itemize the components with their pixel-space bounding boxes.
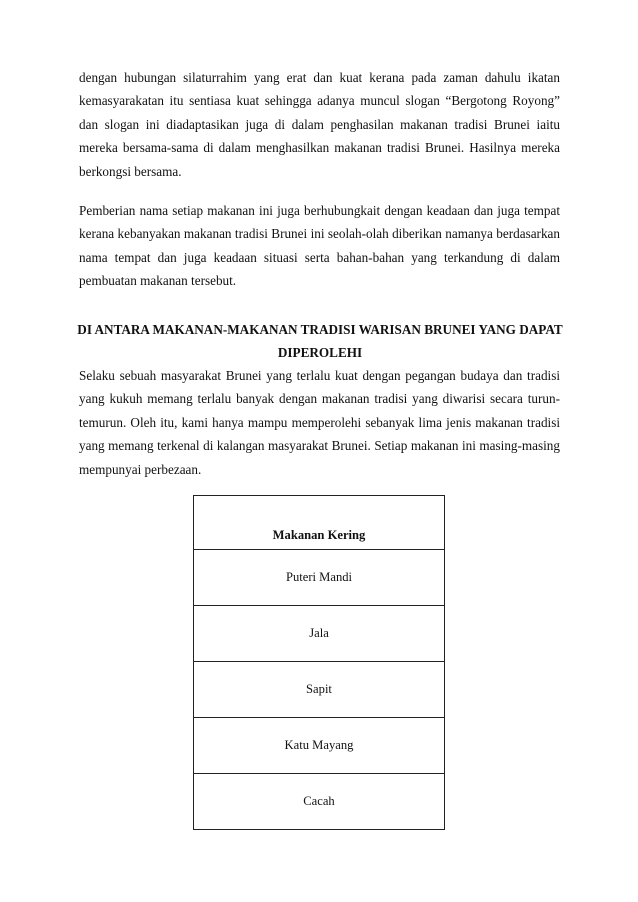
- table-cell-food: Sapit: [194, 662, 445, 718]
- table-header: Makanan Kering: [194, 496, 445, 550]
- paragraph-society: Selaku sebuah masyarakat Brunei yang terlalu kuat dengan pegangan budaya dan tradisi yang kukuh memang terlalu banyak dengan makanan tradisi yang diwarisi secara turun-temurun. Oleh itu, kami hanya mampu memperolehi sebanyak lima jenis makanan tradisi yang memang terkenal di kalangan masyarakat Brunei. Setiap makanan ini masing-masing mempunyai perbezaan.: [79, 368, 560, 477]
- food-table: [193, 495, 445, 830]
- table-cell-food: Puteri Mandi: [194, 550, 445, 606]
- table-cell-food: Jala: [194, 606, 445, 662]
- table-row: [194, 662, 445, 718]
- table-row: [194, 550, 445, 606]
- table-row: [194, 774, 445, 830]
- table-cell-food: Katu Mayang: [194, 718, 445, 774]
- paragraph-intro: dengan hubungan silaturrahim yang erat dan kuat kerana pada zaman dahulu ikatan kemasyarakatan itu sentiasa kuat sehingga adanya muncul slogan “Bergotong Royong” dan slogan ini diadaptasikan juga di dalam penghasilan makanan tradisi Brunei iaitu mereka bersama-sama di dalam menghasilkan makanan tradisi Brunei. Hasilnya mereka berkongsi bersama.: [79, 70, 560, 179]
- table-row: [194, 718, 445, 774]
- section-heading: DI ANTARA MAKANAN-MAKANAN TRADISI WARISAN BRUNEI YANG DAPAT DIPEROLEHI: [77, 322, 563, 360]
- table-header-row: [194, 496, 445, 550]
- paragraph-naming: Pemberian nama setiap makanan ini juga berhubungkait dengan keadaan dan juga tempat kerana kebanyakan makanan tradisi Brunei ini seolah-olah diberikan namanya berdasarkan nama tempat dan juga keadaan situasi serta bahan-bahan yang terkandung di dalam pembuatan makanan tersebut.: [79, 203, 560, 289]
- table-cell-food: Cacah: [194, 774, 445, 830]
- table-row: [194, 606, 445, 662]
